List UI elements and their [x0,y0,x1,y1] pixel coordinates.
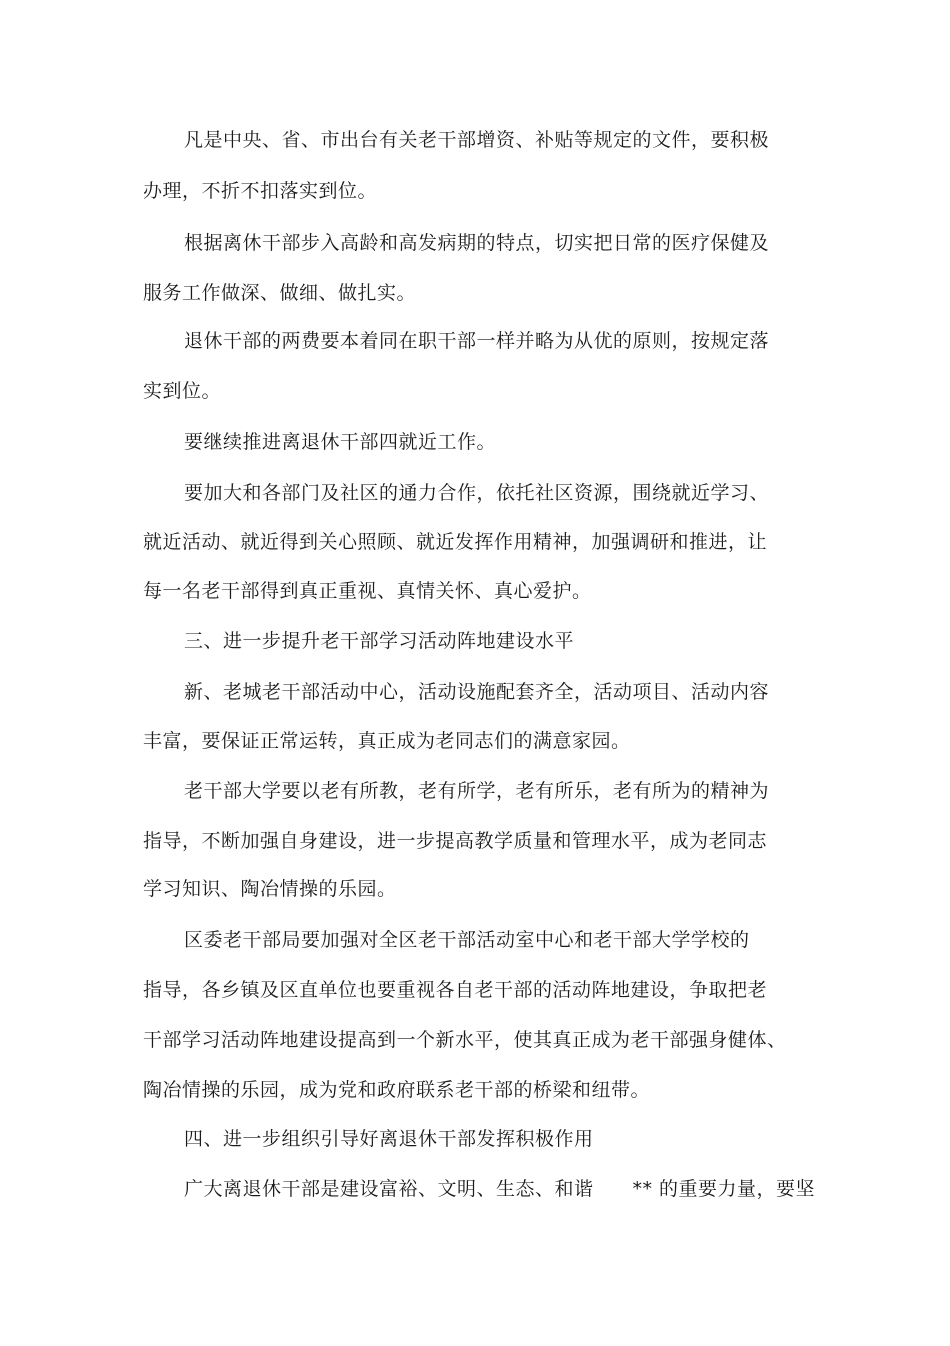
text-line: 要继续推进离退休干部四就近工作。 [184,431,497,453]
text-line: 服务工作做深、做细、做扎实。 [143,282,417,304]
section-heading: 四、进一步组织引导好离退休干部发挥积极作用 [184,1128,594,1150]
text-line: 指导，不断加强自身建设，进一步提高教学质量和管理水平，成为老同志 [143,830,768,852]
text-line: 根据离休干部步入高龄和高发病期的特点，切实把日常的医疗保健及 [184,232,770,254]
text-line: 老干部大学要以老有所教，老有所学，老有所乐，老有所为的精神为 [184,780,770,802]
text-line: 退休干部的两费要本着同在职干部一样并略为从优的原则，按规定落 [184,330,770,352]
text-line: 干部学习活动阵地建设提高到一个新水平，使其真正成为老干部强身健体、 [143,1029,787,1051]
text-line: 区委老干部局要加强对全区老干部活动室中心和老干部大学学校的 [184,929,750,951]
text-line: 广大离退休干部是建设富裕、文明、生态、和谐 ** 的重要力量，要坚 [184,1178,816,1200]
text-line: 新、老城老干部活动中心，活动设施配套齐全，活动项目、活动内容 [184,681,770,703]
text-line: 要加大和各部门及社区的通力合作，依托社区资源，围绕就近学习、 [184,482,770,504]
text-line: 指导，各乡镇及区直单位也要重视各自老干部的活动阵地建设，争取把老 [143,979,768,1001]
text-line: 实到位。 [143,380,222,402]
text-line: 每一名老干部得到真正重视、真情关怀、真心爱护。 [143,580,592,602]
text-line: 丰富，要保证正常运转，真正成为老同志们的满意家园。 [143,730,631,752]
text-line: 学习知识、陶冶情操的乐园。 [143,878,397,900]
text-line: 凡是中央、省、市出台有关老干部增资、补贴等规定的文件，要积极 [184,129,770,151]
text-line: 陶冶情操的乐园，成为党和政府联系老干部的桥梁和纽带。 [143,1079,651,1101]
text-line: 办理，不折不扣落实到位。 [143,180,378,202]
section-heading: 三、进一步提升老干部学习活动阵地建设水平 [184,630,575,652]
text-line: 就近活动、就近得到关心照顾、就近发挥作用精神，加强调研和推进，让 [143,531,768,553]
